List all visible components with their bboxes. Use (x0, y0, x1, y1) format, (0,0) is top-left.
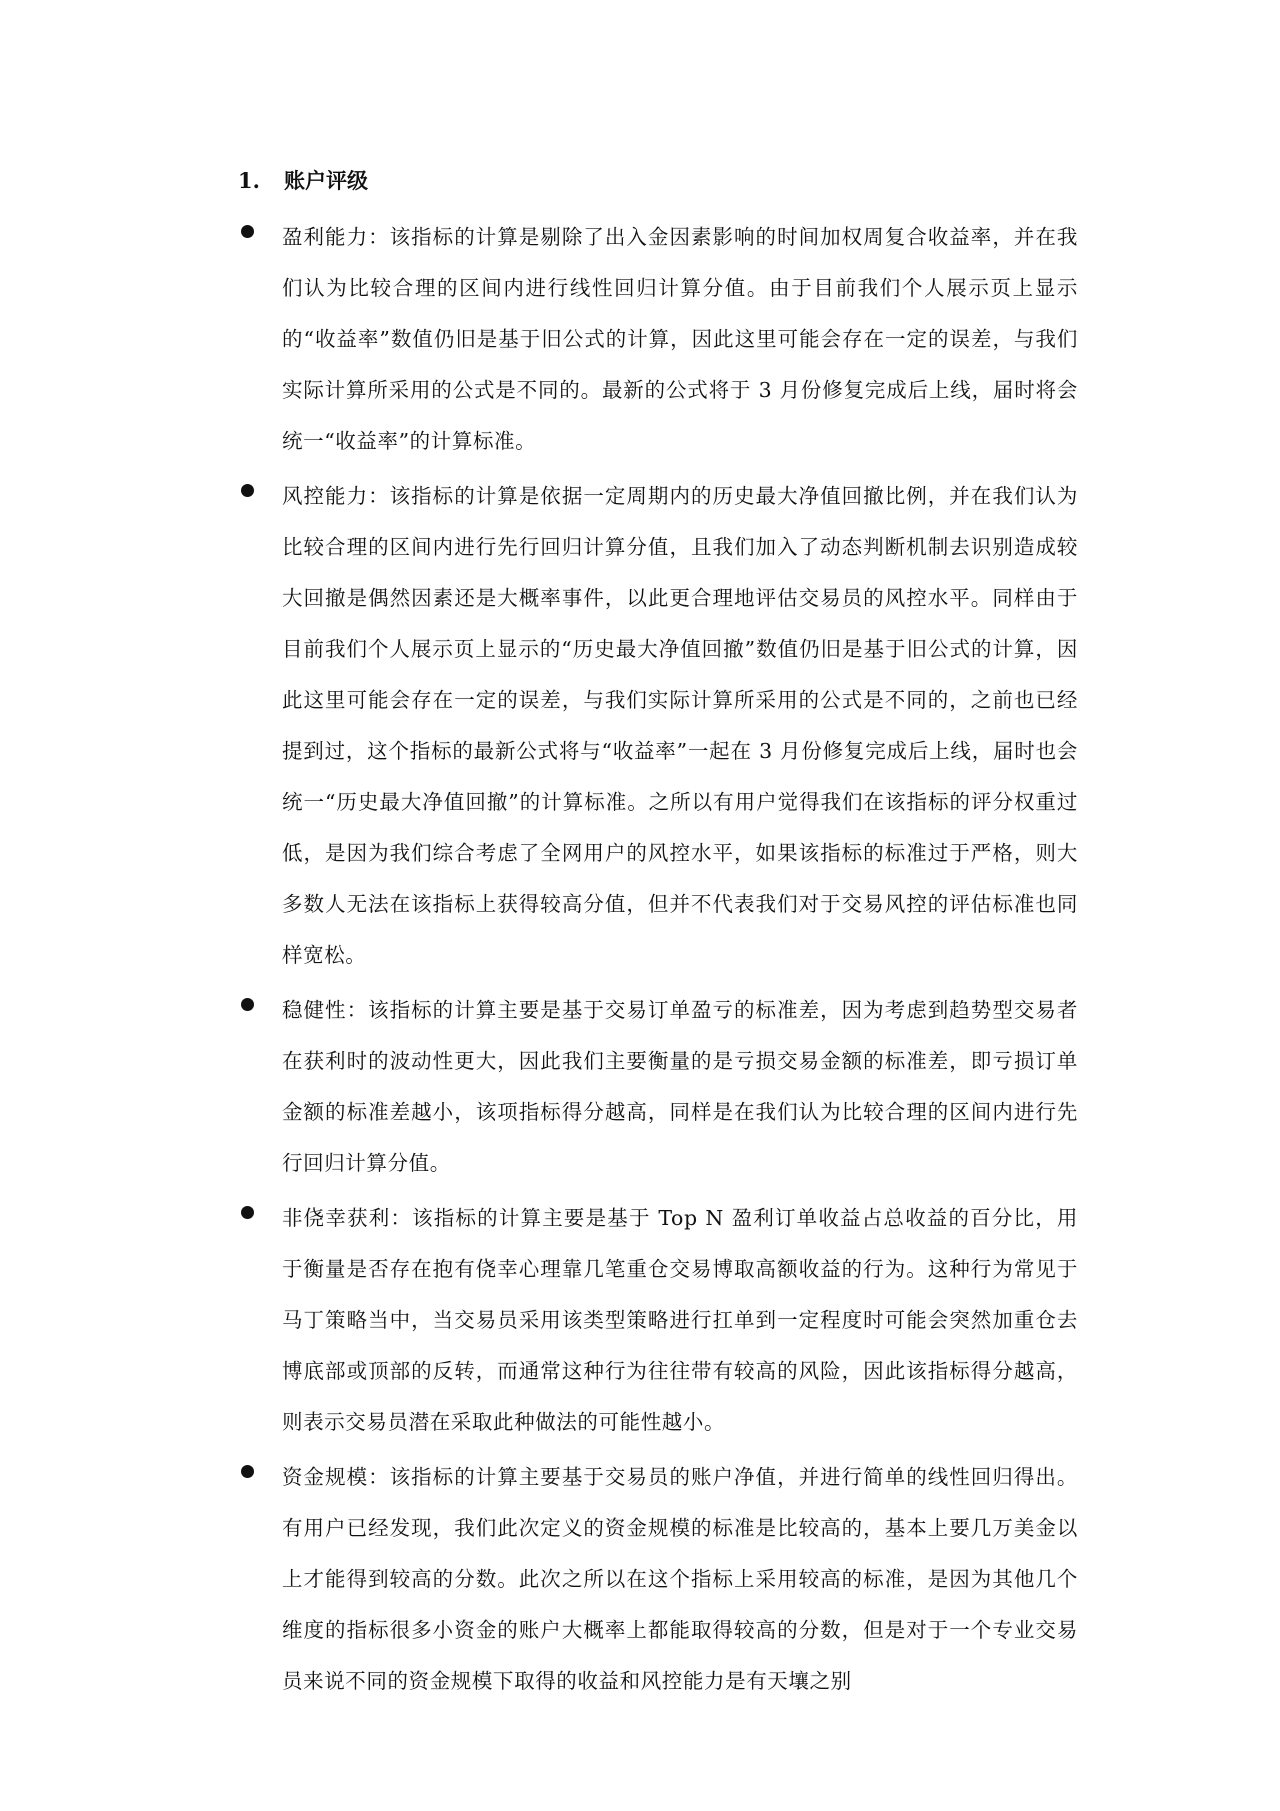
section-number: 1. (238, 168, 260, 193)
paragraph-profitability: 盈利能力：该指标的计算是剔除了出入金因素影响的时间加权周复合收益率，并在我们认为比较合理的区间内进行线性回归计算分值。由于目前我们个人展示页上显示的“收益率”数值仍旧是基于旧公式的计算，因此这里可能会存在一定的误差，与我们实际计算所采用的公式是不同的。最新的公式将于 3 月份修复完成后上线，届时将会统一“收益率”的计算标准。 (282, 225, 1078, 453)
list-item-capital-scale (238, 1452, 1078, 1707)
bullet-list (238, 212, 1078, 1711)
bullet-icon (241, 484, 254, 497)
bullet-icon (241, 998, 254, 1011)
list-item-stability (238, 985, 1078, 1189)
paragraph-non-luck-profit: 非侥幸获利：该指标的计算主要是基于 Top N 盈利订单收益占总收益的百分比，用于衡量是否存在抱有侥幸心理靠几笔重仓交易博取高额收益的行为。这种行为常见于马丁策略当中，当交易员采用该类型策略进行扛单到一定程度时可能会突然加重仓去博底部或顶部的反转，而通常这种行为往往带有较高的风险，因此该指标得分越高，则表示交易员潜在采取此种做法的可能性越小。 (282, 1206, 1078, 1434)
section-title: 账户评级 (284, 168, 368, 193)
list-item-profitability (238, 212, 1078, 467)
bullet-icon (241, 225, 254, 238)
bullet-icon (241, 1465, 254, 1478)
list-item-risk-control (238, 471, 1078, 981)
bullet-icon (241, 1206, 254, 1219)
paragraph-risk-control: 风控能力：该指标的计算是依据一定周期内的历史最大净值回撤比例，并在我们认为比较合理的区间内进行先行回归计算分值，且我们加入了动态判断机制去识别造成较大回撤是偶然因素还是大概率事件，以此更合理地评估交易员的风控水平。同样由于目前我们个人展示页上显示的“历史最大净值回撤”数值仍旧是基于旧公式的计算，因此这里可能会存在一定的误差，与我们实际计算所采用的公式是不同的，之前也已经提到过，这个指标的最新公式将与“收益率”一起在 3 月份修复完成后上线，届时也会统一“历史最大净值回撤”的计算标准。之所以有用户觉得我们在该指标的评分权重过低，是因为我们综合考虑了全网用户的风控水平，如果该指标的标准过于严格，则大多数人无法在该指标上获得较高分值，但并不代表我们对于交易风控的评估标准也同样宽松。 (282, 484, 1078, 967)
section-heading (238, 163, 368, 199)
list-item-non-luck-profit (238, 1193, 1078, 1448)
paragraph-stability: 稳健性：该指标的计算主要是基于交易订单盈亏的标准差，因为考虑到趋势型交易者在获利时的波动性更大，因此我们主要衡量的是亏损交易金额的标准差，即亏损订单金额的标准差越小，该项指标得分越高，同样是在我们认为比较合理的区间内进行先行回归计算分值。 (282, 998, 1078, 1175)
paragraph-capital-scale: 资金规模：该指标的计算主要基于交易员的账户净值，并进行简单的线性回归得出。有用户已经发现，我们此次定义的资金规模的标准是比较高的，基本上要几万美金以上才能得到较高的分数。此次之所以在这个指标上采用较高的标准，是因为其他几个维度的指标很多小资金的账户大概率上都能取得较高的分数，但是对于一个专业交易员来说不同的资金规模下取得的收益和风控能力是有天壤之别 (282, 1465, 1078, 1693)
